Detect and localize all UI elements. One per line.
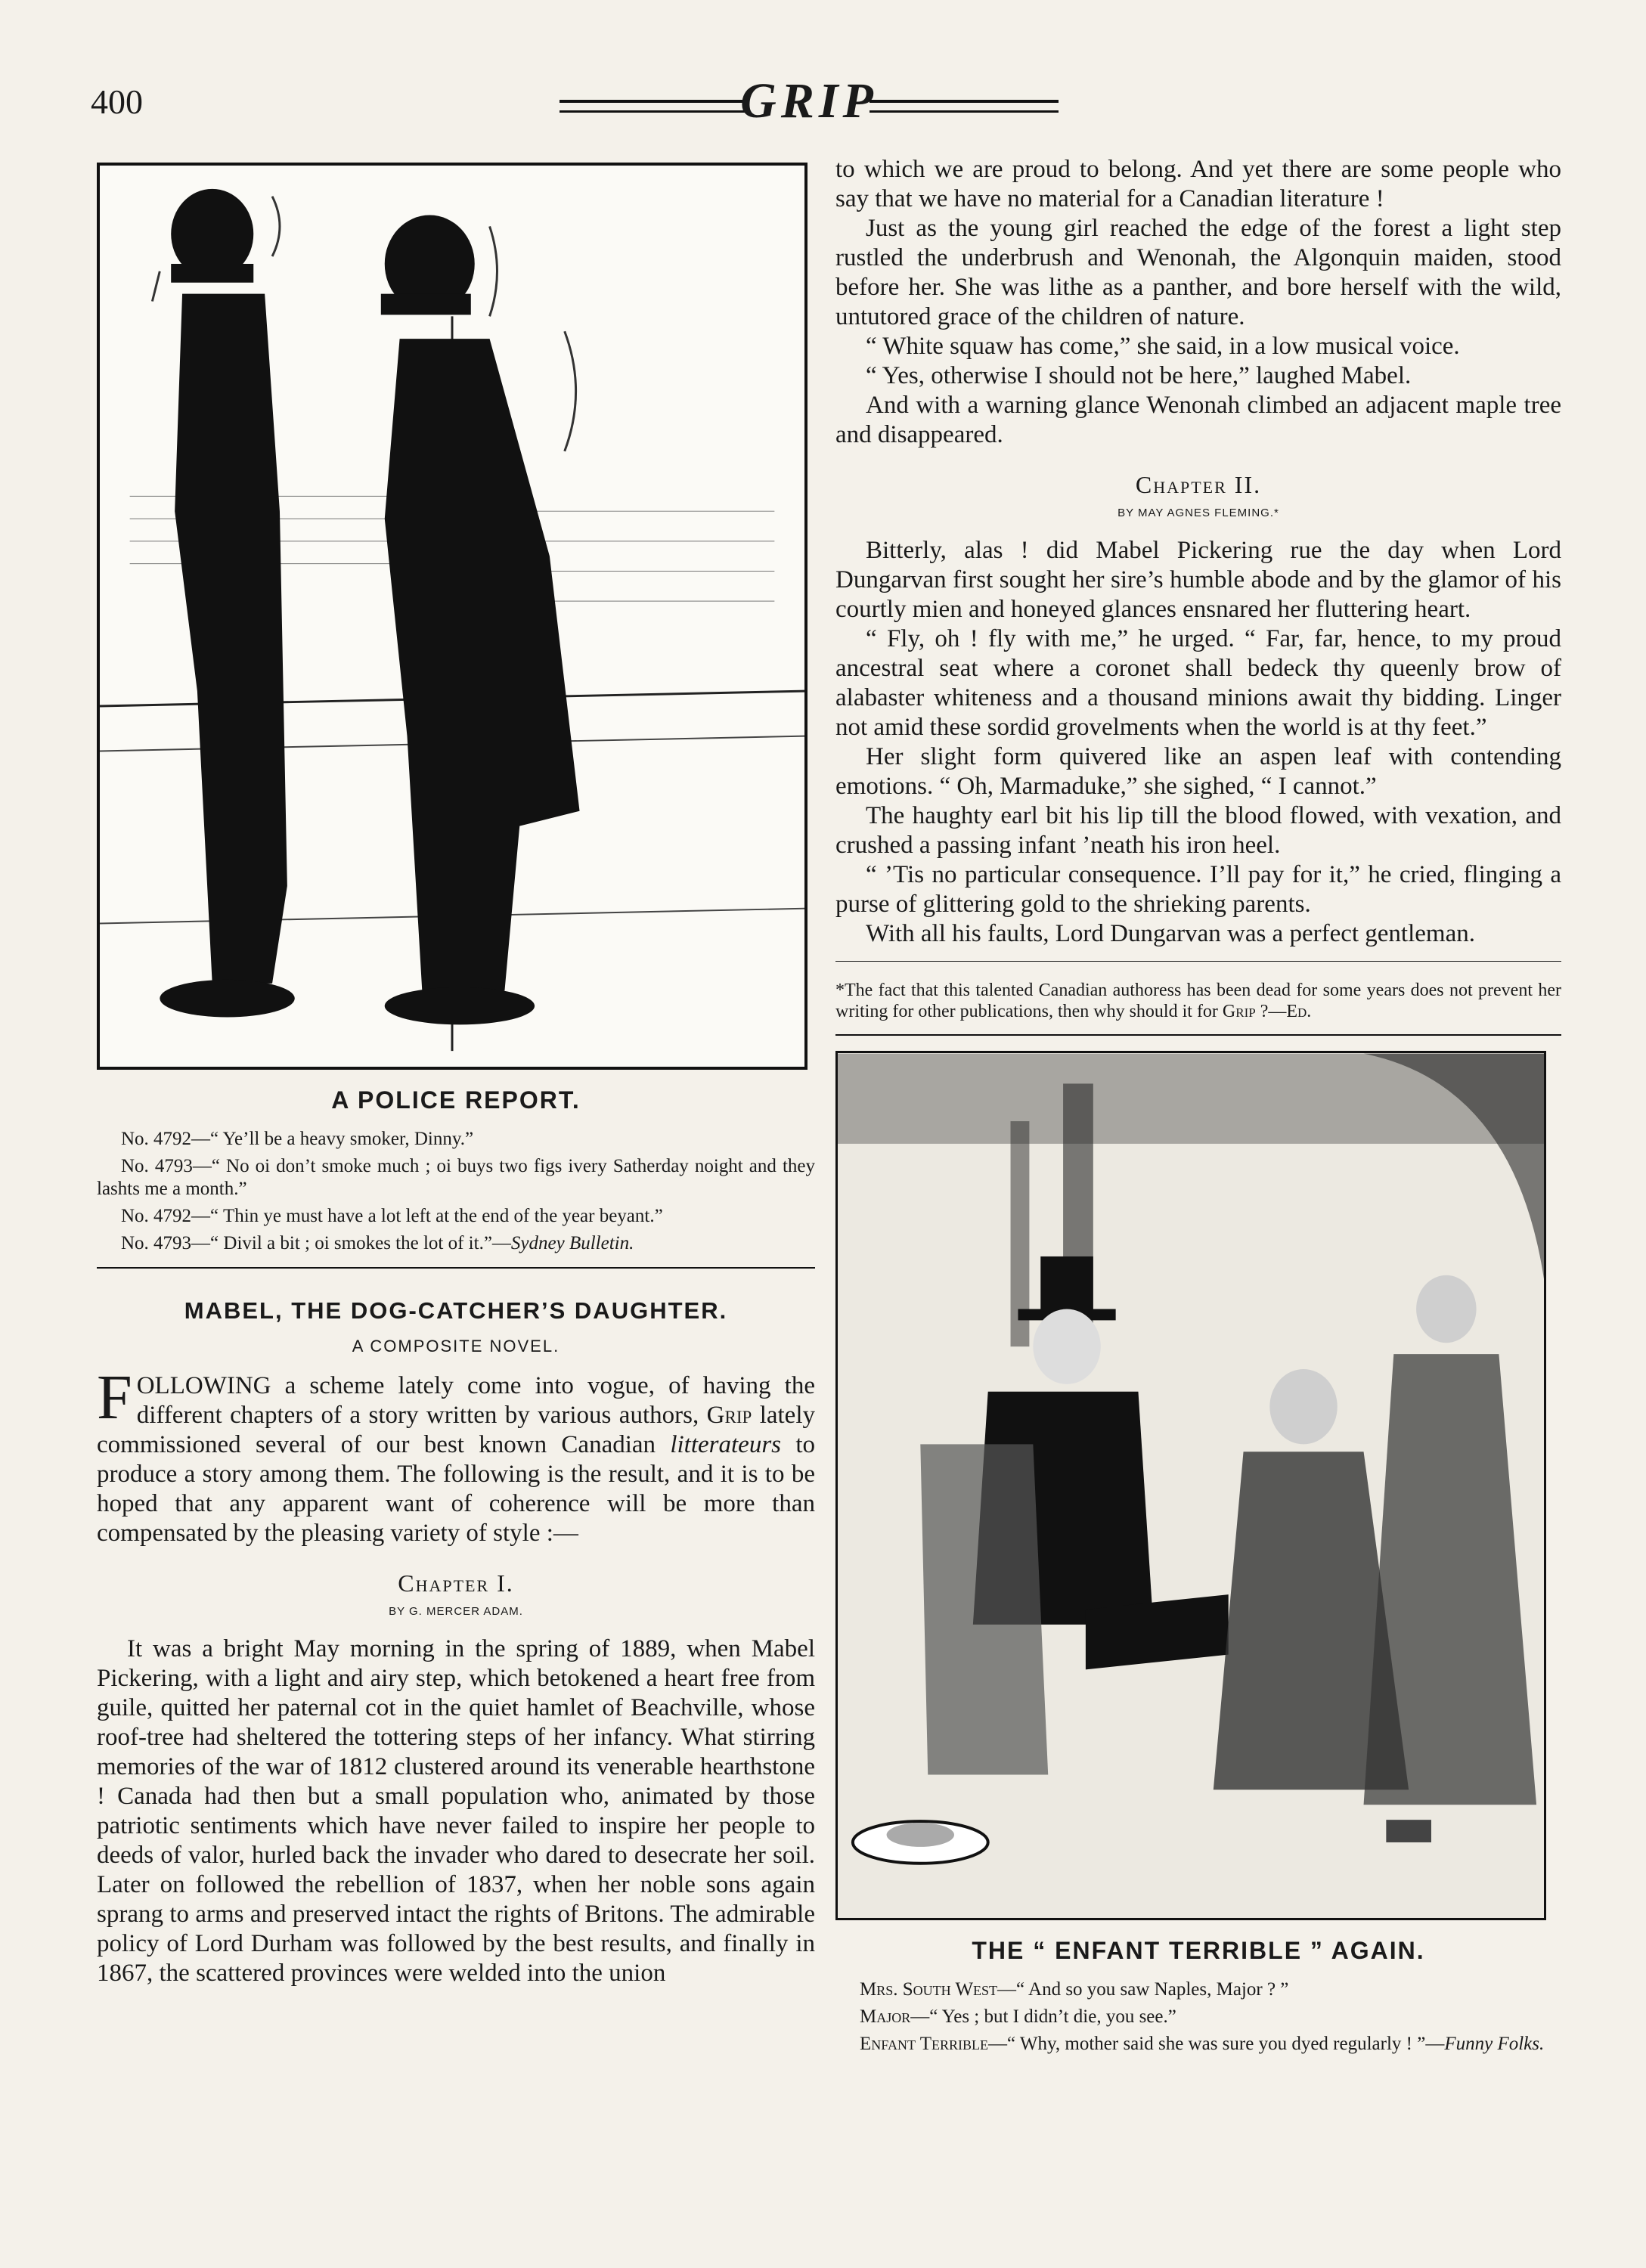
section-divider <box>97 1267 815 1269</box>
cartoon2-title: THE “ ENFANT TERRIBLE ” AGAIN. <box>972 1937 1425 1964</box>
garden-conversation-drawing <box>838 1053 1544 1918</box>
masthead <box>484 73 1134 133</box>
chapter1-heading: Chapter I. <box>398 1569 514 1597</box>
speech: —“ Yes ; but I didn’t die, you see.” <box>910 2006 1176 2027</box>
intro-text: to produce a story among them. The following is the result, and it is to be hoped that any apparent want of coherence will be more than compensated by the pleasing variety of style :— <box>97 1431 815 1547</box>
chapter2-byline: BY MAY AGNES FLEMING.* <box>1117 507 1279 519</box>
chapter2-heading: Chapter II. <box>1135 471 1262 498</box>
masthead-title: GRIP <box>740 73 878 129</box>
footnote <box>835 980 1561 1022</box>
footnote-text: ?— <box>1255 1002 1287 1021</box>
cartoon2-line <box>835 2033 1561 2056</box>
story-intro <box>97 1362 815 1548</box>
chapter2-paragraph: “ Fly, oh ! fly with me,” he urged. “ Far, far, hence, to my proud ancestral seat where a coronet shall bedeck thy queenly brow of alabaster whiteness and a thousand minions await thy bidding. Linger not amid these sordid grovelments when the world is at thy feet.” <box>835 625 1561 741</box>
left-column <box>97 163 815 1988</box>
chapter1-paragraph: It was a bright May morning in the spring of 1889, when Mabel Pickering, with a light and airy step, which betokened a heart free from guile, quitted her paternal cot in the quiet hamlet of Beachville, whose roof-tree had sheltered the tottering steps of her infancy. What stirring memories of the war of 1812 clustered around its venerable hearthstone ! Canada had then but a small population who, animated by those patriotic sentiments which have never failed to inspire her people to deeds of valor, hurled back the invader who dared to desecrate her soil. Later on followed the rebellion of 1837, when her noble sons again sprang to arms and preserved intact the rights of Britons. The admirable policy of Lord Durham was followed by the best results, and finally in 1867, the scattered provinces were welded into the union <box>97 1635 815 1987</box>
story-title: MABEL, THE DOG-CATCHER’S DAUGHTER. <box>184 1297 728 1324</box>
cartoon1-last-line: No. 4793—“ Divil a bit ; oi smokes the lot of it.”— <box>121 1233 511 1253</box>
speaker: Major <box>860 2006 911 2027</box>
chapter1-paragraph: Just as the young girl reached the edge of the forest a light step rustled the underbrush and Wenonah, the Algonquin maiden, stood before her. She was lithe as a panther, and bore herself with the wild, untutored grace of the children of nature. <box>835 215 1561 330</box>
intro-paragraph <box>97 1362 815 1548</box>
footnote-ed: Ed. <box>1286 1002 1312 1021</box>
right-column <box>835 155 1561 2060</box>
cartoon2-source: Funny Folks. <box>1444 2034 1545 2054</box>
story-subtitle: A COMPOSITE NOVEL. <box>352 1337 560 1356</box>
masthead-rule-right <box>869 100 1059 113</box>
chapter2-paragraph: With all his faults, Lord Dungarvan was a perfect gentleman. <box>866 920 1475 947</box>
cartoon1-line: No. 4793—“ No oi don’t smoke much ; oi buys two figs ivery Satherday noight and they lashts me a month.” <box>97 1156 815 1199</box>
speech: —“ Why, mother said she was sure you dyed regularly ! ”— <box>988 2034 1445 2054</box>
enfant-terrible-illustration <box>835 1051 1546 1920</box>
cartoon1-source: Sydney Bulletin. <box>510 1233 634 1253</box>
cartoon1-dialog <box>97 1128 815 1255</box>
cartoon2-line <box>835 2006 1561 2028</box>
chapter1-paragraph: “ White squaw has come,” she said, in a low musical voice. <box>866 333 1460 360</box>
speaker: Enfant Terrible <box>860 2034 989 2054</box>
cartoon2-dialog <box>835 1978 1561 2056</box>
chapter2-paragraph: The haughty earl bit his lip till the blood flowed, with vexation, and crushed a passing infant ’neath his iron heel. <box>835 802 1561 859</box>
speaker: Mrs. South West <box>860 1979 998 2000</box>
cartoon1-title: A POLICE REPORT. <box>331 1086 581 1114</box>
drop-cap: F <box>97 1362 132 1433</box>
chapter1-paragraph: “ Yes, otherwise I should not be here,” laughed Mabel. <box>866 362 1412 389</box>
intro-italic: litterateurs <box>670 1431 782 1458</box>
cartoon1-line <box>97 1232 815 1255</box>
footnote-text: *The fact that this talented Canadian authoress has been dead for some years does not prevent her writing for other publications, then why should it for <box>835 981 1561 1021</box>
intro-grip: Grip <box>706 1402 752 1429</box>
two-policemen-drawing <box>100 166 804 1067</box>
chapter1-continued: to which we are proud to belong. And yet there are some people who say that we have no material for a Canadian literature ! <box>835 156 1561 212</box>
section-divider <box>835 1034 1561 1036</box>
cartoon2-line <box>835 1978 1561 2001</box>
intro-text: lately commissioned several of our best known Canadian <box>97 1402 815 1458</box>
speech: —“ And so you saw Naples, Major ? ” <box>997 1979 1289 2000</box>
police-report-illustration <box>97 163 808 1070</box>
chapter1-byline: BY G. MERCER ADAM. <box>389 1605 523 1618</box>
intro-text: OLLOWING a scheme lately come into vogue, of having the different chapters of a story written by various authors, <box>136 1372 815 1429</box>
chapter2-paragraph: Her slight form quivered like an aspen leaf with contending emotions. “ Oh, Marmaduke,” she sighed, “ I cannot.” <box>835 743 1561 800</box>
chapter2-paragraph: “ ’Tis no particular consequence. I’ll pay for it,” he cried, flinging a purse of glittering gold to the shrieking parents. <box>835 861 1561 918</box>
footnote-divider <box>835 961 1561 962</box>
cartoon1-line: No. 4792—“ Thin ye must have a lot left at the end of the year beyant.” <box>121 1206 663 1226</box>
cartoon1-line: No. 4792—“ Ye’ll be a heavy smoker, Dinny.” <box>121 1129 474 1149</box>
chapter2-paragraph: Bitterly, alas ! did Mabel Pickering rue the day when Lord Dungarvan first sought her sire’s humble abode and by the glamor of his courtly mien and honeyed glances ensnared her fluttering heart. <box>835 537 1561 623</box>
footnote-grip: Grip <box>1222 1002 1256 1021</box>
page-number: 400 <box>91 82 143 121</box>
chapter1-paragraph: And with a warning glance Wenonah climbed an adjacent maple tree and disappeared. <box>835 392 1561 448</box>
